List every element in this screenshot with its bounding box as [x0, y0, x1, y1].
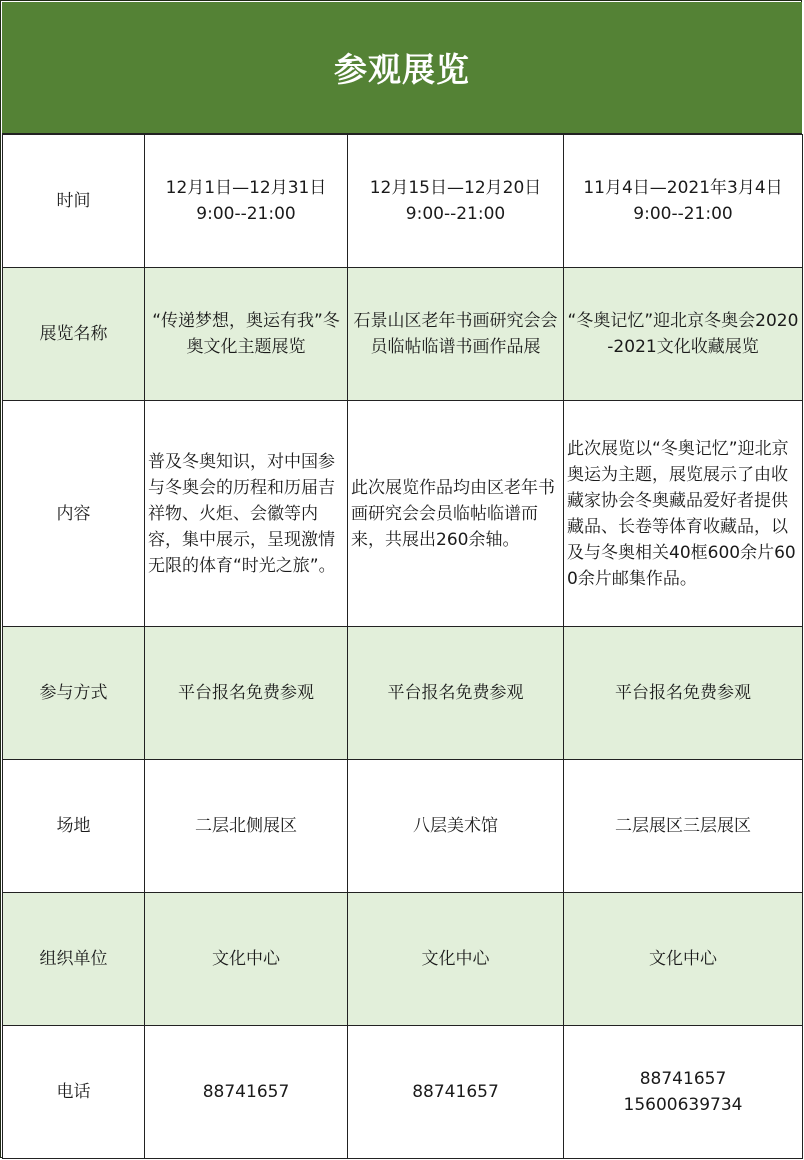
- phone-number: 88741657: [639, 1069, 727, 1089]
- phone-number-2: 15600639734: [623, 1095, 743, 1115]
- exhibition-table: [2, 134, 803, 1159]
- row-organizer: [3, 893, 803, 1026]
- content-cell-1: 普及冬奥知识，对中国参与冬奥会的历程和历届吉祥物、火炬、会徽等内容，集中展示，呈现激情无限的体育“时光之旅”。: [145, 401, 348, 627]
- phone-number: 88741657: [412, 1082, 499, 1102]
- row-time: [3, 135, 803, 268]
- label-venue: 场地: [3, 760, 145, 893]
- label-time: 时间: [3, 135, 145, 268]
- participation-cell-2: 平台报名免费参观: [348, 627, 564, 760]
- participation-cell-3: 平台报名免费参观: [564, 627, 803, 760]
- row-participation: [3, 627, 803, 760]
- name-cell-1: “传递梦想，奥运有我”冬奥文化主题展览: [145, 268, 348, 401]
- time-cell-2: [348, 135, 564, 268]
- phone-cell-3: [564, 1026, 803, 1159]
- label-content: 内容: [3, 401, 145, 627]
- time-hours: 9:00--21:00: [633, 204, 733, 224]
- organizer-cell-3: 文化中心: [564, 893, 803, 1026]
- name-cell-3: “冬奥记忆”迎北京冬奥会2020-2021文化收藏展览: [564, 268, 803, 401]
- content-cell-2: 此次展览作品均由区老年书画研究会会员临帖临谱而来，共展出260余轴。: [348, 401, 564, 627]
- time-range: 12月1日—12月31日: [165, 178, 327, 198]
- venue-cell-2: 八层美术馆: [348, 760, 564, 893]
- time-cell-1: [145, 135, 348, 268]
- label-participation: 参与方式: [3, 627, 145, 760]
- time-cell-3: [564, 135, 803, 268]
- content-cell-3: 此次展览以“冬奥记忆”迎北京奥运为主题，展览展示了由收藏家协会冬奥藏品爱好者提供藏品、长卷等体育收藏品，以及与冬奥相关40框600余片600余片邮集作品。: [564, 401, 803, 627]
- page-title: 参观展览: [334, 50, 470, 89]
- phone-cell-2: [348, 1026, 564, 1159]
- time-range: 11月4日—2021年3月4日: [583, 178, 783, 198]
- organizer-cell-2: 文化中心: [348, 893, 564, 1026]
- label-name: 展览名称: [3, 268, 145, 401]
- row-phone: [3, 1026, 803, 1159]
- row-name: [3, 268, 803, 401]
- label-organizer: 组织单位: [3, 893, 145, 1026]
- participation-cell-1: 平台报名免费参观: [145, 627, 348, 760]
- name-cell-2: 石景山区老年书画研究会会员临帖临谱书画作品展: [348, 268, 564, 401]
- title-bar: [2, 2, 802, 134]
- phone-cell-1: [145, 1026, 348, 1159]
- row-content: [3, 401, 803, 627]
- organizer-cell-1: 文化中心: [145, 893, 348, 1026]
- phone-number: 88741657: [202, 1082, 290, 1102]
- label-phone: 电话: [3, 1026, 145, 1159]
- time-hours: 9:00--21:00: [196, 204, 296, 224]
- row-venue: [3, 760, 803, 893]
- venue-cell-1: 二层北侧展区: [145, 760, 348, 893]
- venue-cell-3: 二层展区三层展区: [564, 760, 803, 893]
- time-hours: 9:00--21:00: [405, 204, 506, 224]
- time-range: 12月15日—12月20日: [369, 178, 542, 198]
